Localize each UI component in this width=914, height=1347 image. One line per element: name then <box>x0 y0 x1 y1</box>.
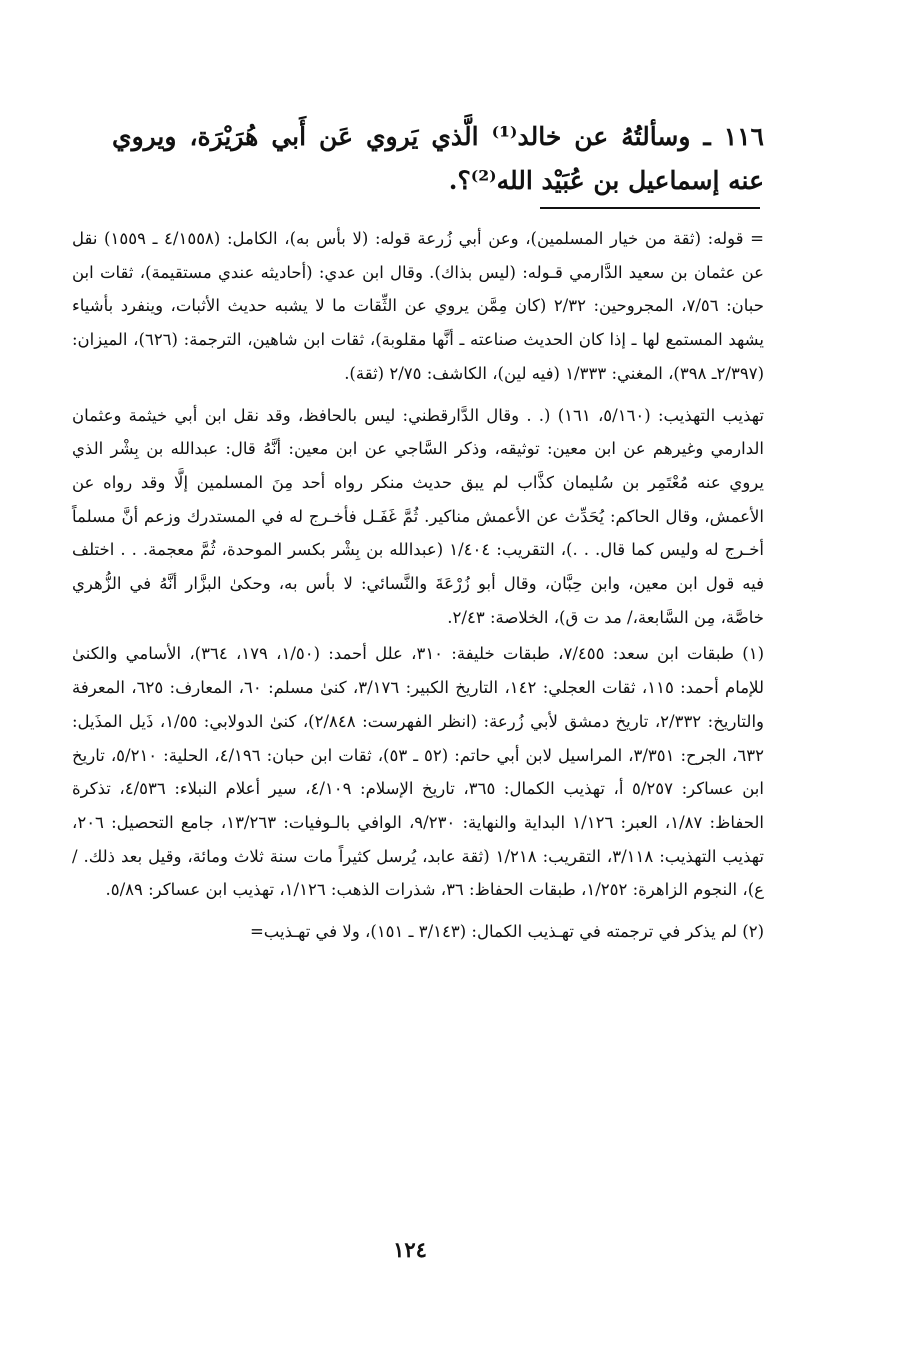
footnote-text: طبقات ابن سعد: ٧/٤٥٥، طبقات خليفة: ٣١٠، علل أحمد: (١/٥٠، ١٧٩، ٣٦٤)، الأسامي والكنىٰ للإمام أحمد: ١١٥، ثقات العجلي: ١٤٢، التاريخ الكبير: ٣/١٧٦، كنىٰ مسلم: ٦٠، المعارف: ٦٢٥، المعرفة والتاريخ: ٢/٣٣٢، تاريخ دمشق لأبي زُرعة: (انظر الفهرست: ٢/٨٤٨)، كنىٰ الدولابي: ١/٥٥، ذَيل المذَيل: ٦٣٢، الجرح: ٣/٣٥١، المراسيل لابن أبي حاتم: (٥٢ ـ ٥٣)، ثقات ابن حبان: ٤/١٩٦، الحلية: ٥/٢١٠، تاريخ ابن عساكر: ٥/٢٥٧ أ، تهذيب الكمال: ٣٦٥، تاريخ الإسلام: ٤/١٠٩، سير أعلام النبلاء: ٤/٥٣٦، تذكرة الحفاظ: ١/٨٧، العبر: ١/١٢٦ البداية والنهاية: ٩/٢٣٠، الوافي بالـوفيات: ١٣/٢٦٣، جامع التحصيل: ٢٠٦، تهذيب التهذيب: ٣/١١٨، التقريب: ١/٢١٨ (ثقة عابد، يُرسل كثيراً مات سنة ثلاث ومائة، وقيل بعد ذلك. /ع)، النجوم الزاهرة: ١/٢٥٢، طبقات الحفاظ: ٣٦، شذرات الذهب: ١/١٢٦، تهذيب ابن عساكر: ٥/٨٩. <box>72 644 764 900</box>
entry-number: ١١٦ <box>723 122 764 151</box>
footnote-marker: = <box>750 229 764 248</box>
footnote-text: تهذيب التهذيب: (٥/١٦٠، ١٦١) (. . وقال الدَّارقطني: ليس بالحافظ، وقد نقل ابن أبي خيثمة وعثمان الدارمي وغيرهم عن ابن معين: توثيقه، وذكر السَّاجي عن ابن معين: أنَّهُ قال: عبدالله بن بِشْر الذي يروي عنه مُعْتَمِر بن سُليمان كذَّاب لم يبق حديث منكر رواه أحد مِنَ المسلمين إلَّا وقد رواه عن الأعمش، وقال الحاكم: يُحَدِّث عن الأعمش مناكير. ثُمَّ غَفَـل فأخـرج له في المستدرك وزعم أنَّ مسلماً أخـرج له وليس كما قال. . .)، التقريب: ١/٤٠٤ (عبدالله بن بِشْر بكسر الموحدة، ثُمَّ معجمة. . . اختلف فيه قول ابن معين، وابن حِبَّان، وقال أبو زُرْعَةَ والنَّسائي: لا بأس به، وحكىٰ البزَّار أنَّهُ في الزُّهري خاصَّة، مِن السَّابعة،/ مد ت ق)، الخلاصة: ٢/٤٣. <box>72 405 765 627</box>
page-number: ١٢٤ <box>393 1237 427 1262</box>
footnotes <box>72 222 764 949</box>
entry-text <box>112 115 764 203</box>
footnote-2 <box>72 915 764 949</box>
footnote-continuation-paragraph <box>72 399 764 635</box>
footnote-1 <box>72 637 764 907</box>
entry-body: ـ وسألتُهُ عن خالد⁽¹⁾ الَّذي يَروي عَن أَبي هُرَيْرَة، ويروي عنه إسماعيل بن عُبَيْد الله⁽²⁾؟. <box>112 122 764 195</box>
footnote-continuation <box>72 222 764 391</box>
footnote-text: لم يذكر في ترجمته في تهـذيب الكمال: (٣/١٤٣ ـ ١٥١)، ولا في تهـذيب= <box>249 922 737 942</box>
footnote-marker: (٢) <box>742 922 764 942</box>
footnote-text: قوله: (ثقة من خيار المسلمين)، وعن أبي زُرعة قوله: (لا بأس به)، الكامل: (٤/١٥٥٨ ـ ١٥٥٩) نقل عن عثمان بن سعيد الدَّارمي قـوله: (ليس بذاك). وقال ابن عدي: (أحاديثه عندي مستقيمة)، ثقات ابن حبان: ٧/٥٦، المجروحين: ٢/٣٢ (كان مِمَّن يروي عن الثِّقات ما لا يشبه حديث الأثبات، وينفرد بأشياء يشهد المستمع لها ـ إذا كان الحديث صناعته ـ أنَّها مقلوبة)، ثقات ابن شاهين، الترجمة: (٦٢٦)، الميزان: (٢/٣٩٧ـ ٣٩٨)، المغني: ١/٣٣٣ (فيه لين)، الكاشف: ٢/٧٥ (ثقة). <box>72 229 764 383</box>
footnote-separator <box>540 207 760 209</box>
footnote-marker: (١) <box>742 644 765 664</box>
